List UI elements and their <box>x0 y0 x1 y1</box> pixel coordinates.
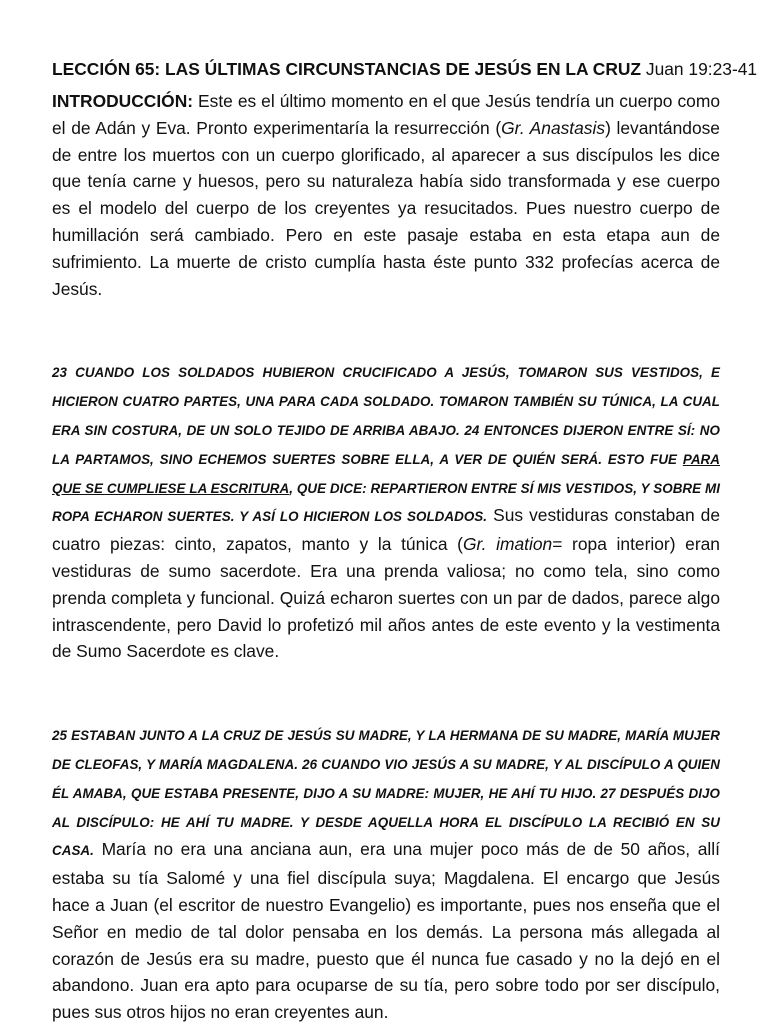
introduction-text-end: ) levantándose de entre los muertos con un cuerpo glorificado, al aparecer a sus discípulos les dice que tenía carne y huesos, pero su naturaleza había sido transformada y ese cuerpo es el modelo del cuerpo de los creyentes ya resucitados. Pues nuestro cuerpo de humillación será cambiado. Pero en este pasaje estaba en esta etapa aun de sufrimiento. La muerte de cristo cumplía hasta éste punto 332 profecías acerca de Jesús. <box>52 117 720 299</box>
verse-23-24-end: , QUE DICE: REPARTIERON ENTRE SÍ MIS VESTIDOS, Y SOBRE MI ROPA ECHARON SUERTES. Y ASÍ LO HICIERON LOS SOLDADOS. <box>52 480 720 525</box>
verse-23-24-underlined: PARA QUE SE CUMPLIESE LA ESCRITURA <box>52 451 720 496</box>
commentary-25-27: María no era una anciana aun, era una mujer poco más de de 50 años, allí estaba su tía Salomé y una fiel discípula suya; Magdalena. El encargo que Jesús hace a Juan (el escritor de nuestro Evangelio) es importante, pues nos enseña que el Señor en medio de tal dolor pensaba en los demás. La persona más allegada al corazón de Jesús era su madre, puesto que él nunca fue casado y no la dejó en el abandono. Juan era apto para ocuparse de su tía, pero sobre todo por ser discípulo, pues sus otros hijos no eran creyentes aun. <box>52 839 720 1023</box>
introduction-italic-term: Gr. Anastasis <box>501 117 606 138</box>
verse-25-27: 25 ESTABAN JUNTO A LA CRUZ DE JESÚS SU MADRE, Y LA HERMANA DE SU MADRE, MARÍA MUJER DE CLEOFAS, Y MARÍA MAGDALENA. 26 CUANDO VIO JESÚS A SU MADRE, Y AL DISCÍPULO A QUIEN ÉL AMABA, QUE ESTABA PRESENTE, DIJO A SU MADRE: MUJER, HE AHÍ TU HIJO. 27 DESPUÉS DIJO AL DISCÍPULO: HE AHÍ TU MADRE. Y DESDE AQUELLA HORA EL DISCÍPULO LA RECIBIÓ EN SU CASA. <box>52 728 720 859</box>
commentary-23-24-italic-term: Gr. imation <box>462 534 553 555</box>
commentary-23-24-start: Sus vestiduras constaban de cuatro piezas: cinto, zapatos, manto y la túnica ( <box>52 505 720 555</box>
introduction-text-start: Este es el último momento en el que Jesús tendría un cuerpo como el de Adán y Eva. Pronto experimentaría la resurrección ( <box>52 91 720 138</box>
spacer <box>52 665 720 721</box>
section-23-24-paragraph <box>52 358 720 665</box>
commentary-23-24-end: = ropa interior) eran vestiduras de sumo sacerdote. Era una prenda valiosa; no como tela, sino como prenda completa y funcional. Quizá echaron suertes con un par de dados, parece algo intrascendente, pero David lo profetizó mil años antes de este evento y la vestimenta de Sumo Sacerdote es clave. <box>52 534 720 662</box>
verse-23-24-start: 23 CUANDO LOS SOLDADOS HUBIERON CRUCIFICADO A JESÚS, TOMARON SUS VESTIDOS, E HICIERON CUATRO PARTES, UNA PARA CADA SOLDADO. TOMARON TAMBIÉN SU TÚNICA, LA CUAL ERA SIN COSTURA, DE UN SOLO TEJIDO DE ARRIBA ABAJO. 24 ENTONCES DIJERON ENTRE SÍ: NO LA PARTAMOS, SINO ECHEMOS SUERTES SOBRE ELLA, A VER DE QUIÉN SERÁ. ESTO FUE <box>52 365 720 467</box>
lesson-title-reference: Juan 19:23-41 <box>641 59 758 79</box>
lesson-title-main: LECCIÓN 65: LAS ÚLTIMAS CIRCUNSTANCIAS DE JESÚS EN LA CRUZ <box>52 59 642 79</box>
spacer <box>52 302 720 358</box>
lesson-title <box>52 58 758 80</box>
section-25-27-paragraph <box>52 721 720 1026</box>
introduction-paragraph <box>52 88 720 302</box>
introduction-label: INTRODUCCIÓN: <box>52 91 194 111</box>
document-page <box>52 58 758 1026</box>
